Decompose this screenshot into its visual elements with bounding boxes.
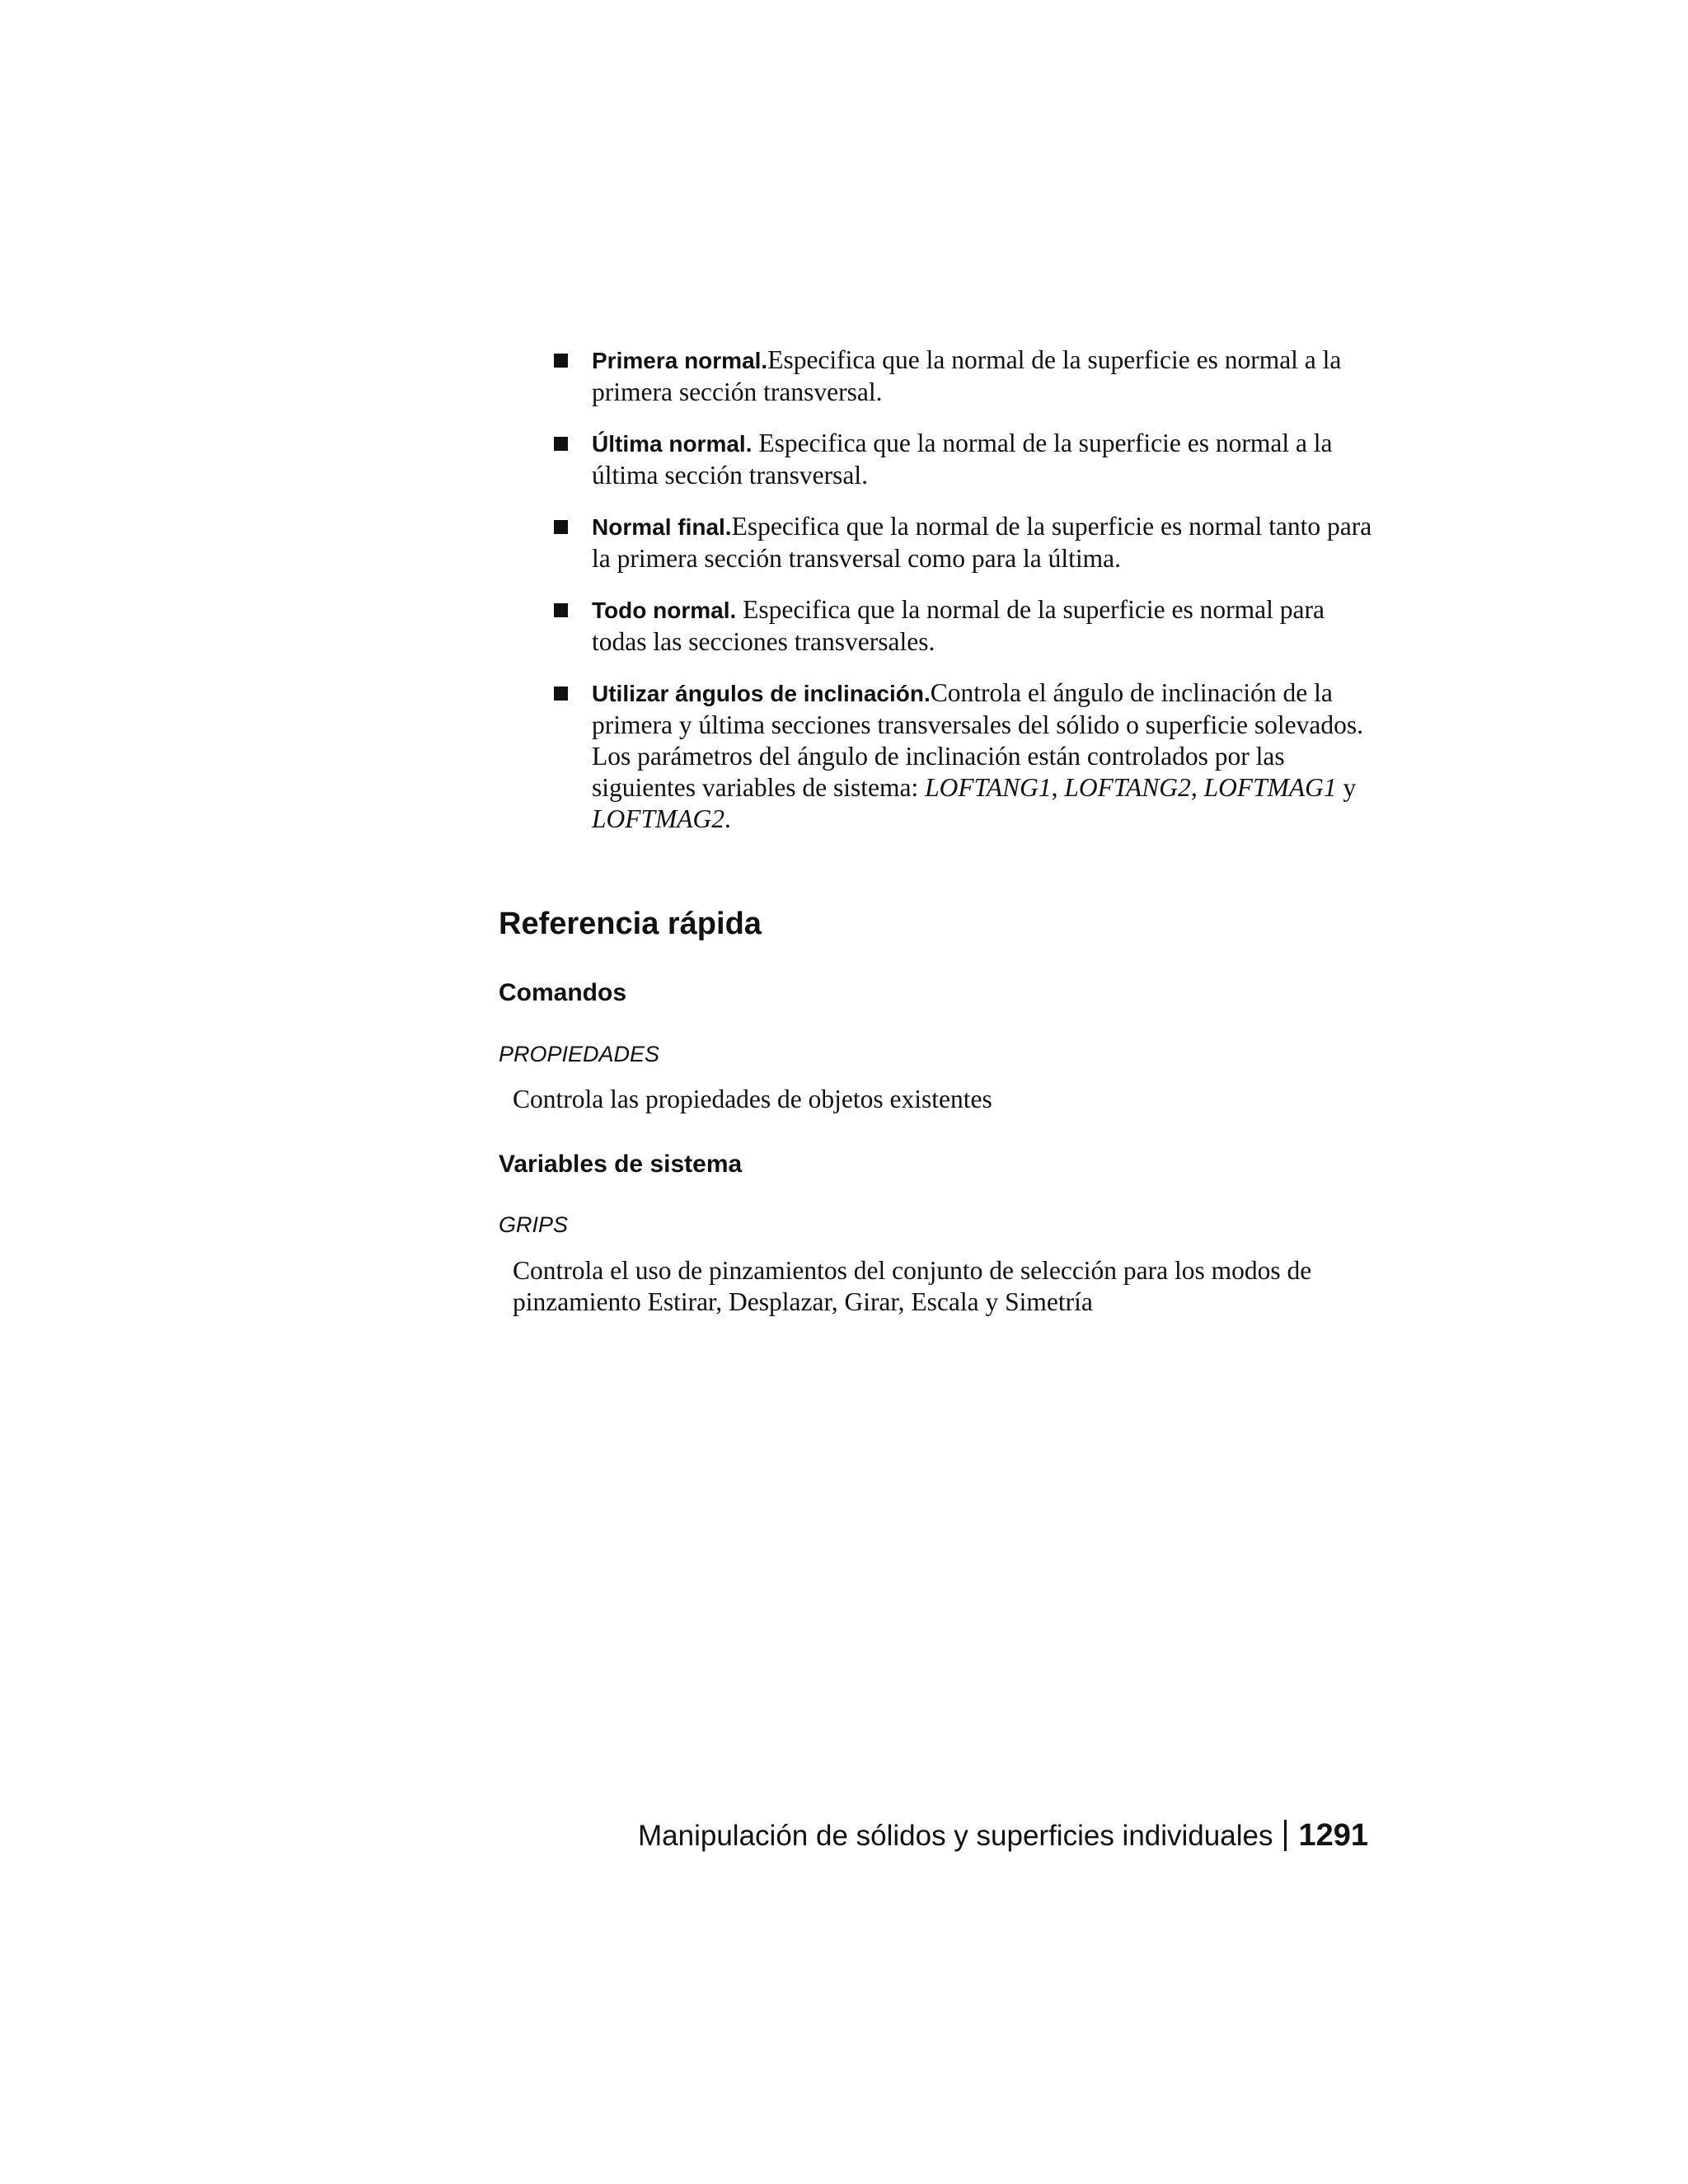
square-bullet-icon: [554, 520, 568, 534]
section-heading: Referencia rápida: [499, 907, 762, 941]
subsection-heading: Variables de sistema: [499, 1151, 743, 1178]
chapter-title: Manipulación de sólidos y superficies individuales: [638, 1820, 1273, 1852]
system-variables-block: [499, 1149, 1405, 1180]
list-item: [551, 594, 1375, 658]
option-list: [551, 344, 1375, 855]
commands-block: [499, 977, 1405, 1009]
option-description: Especifica que la normal de la superficie es normal a la última sección transversal.: [592, 429, 1333, 490]
system-variable-name: LOFTMAG2: [592, 804, 725, 833]
option-description: Especifica que la normal de la superficie es normal tanto para la primera sección transversal como para la última.: [592, 512, 1372, 573]
command-description: Controla las propiedades de objetos existentes: [513, 1085, 992, 1113]
square-bullet-icon: [554, 437, 568, 451]
system-variable-name: LOFTANG1: [925, 773, 1052, 802]
sentence-end: .: [724, 804, 731, 833]
option-name: Todo normal.: [592, 598, 737, 623]
square-bullet-icon: [554, 354, 568, 368]
quick-reference-heading-block: [499, 905, 1405, 943]
square-bullet-icon: [554, 687, 568, 701]
system-variable-name: LOFTMAG1: [1203, 773, 1337, 802]
system-variable-description-block: [499, 1255, 1405, 1318]
system-variable-name: GRIPS: [499, 1212, 569, 1237]
list-item: [551, 511, 1375, 574]
option-name: Normal final.: [592, 514, 732, 540]
system-variable-name: LOFTANG2: [1064, 773, 1191, 802]
subsection-heading: Comandos: [499, 979, 627, 1006]
option-name: Primera normal.: [592, 348, 768, 373]
separator-text: ,: [1051, 773, 1065, 802]
page-number: 1291: [1298, 1818, 1368, 1853]
option-description: Especifica que la normal de la superficie es normal a la primera sección transversal.: [592, 345, 1342, 406]
footer-divider: [1284, 1820, 1287, 1851]
option-name: Utilizar ángulos de inclinación.: [592, 681, 931, 706]
square-bullet-icon: [554, 603, 568, 617]
list-item: [551, 677, 1375, 835]
list-item: [551, 428, 1375, 491]
separator-text: ,: [1190, 773, 1204, 802]
command-entry: [499, 1040, 1405, 1068]
page-footer: [638, 1817, 1368, 1854]
system-variable-entry: [499, 1211, 1405, 1239]
command-description-block: [499, 1084, 1405, 1115]
list-item: [551, 344, 1375, 408]
option-description: Controla el ángulo de inclinación de la primera y última secciones transversales del sólido o superficie solevados. Los parámetros del ángulo de inclinación están controlados por las siguientes variables de sistema:: [592, 678, 1363, 802]
separator-text: y: [1336, 773, 1357, 802]
option-description: Especifica que la normal de la superficie es normal para todas las secciones transversales.: [592, 595, 1325, 656]
system-variable-description: Controla el uso de pinzamientos del conjunto de selección para los modos de pinzamiento Estirar, Desplazar, Girar, Escala y Simetría: [513, 1256, 1312, 1316]
option-name: Última normal.: [592, 431, 753, 457]
command-name: PROPIEDADES: [499, 1042, 660, 1066]
